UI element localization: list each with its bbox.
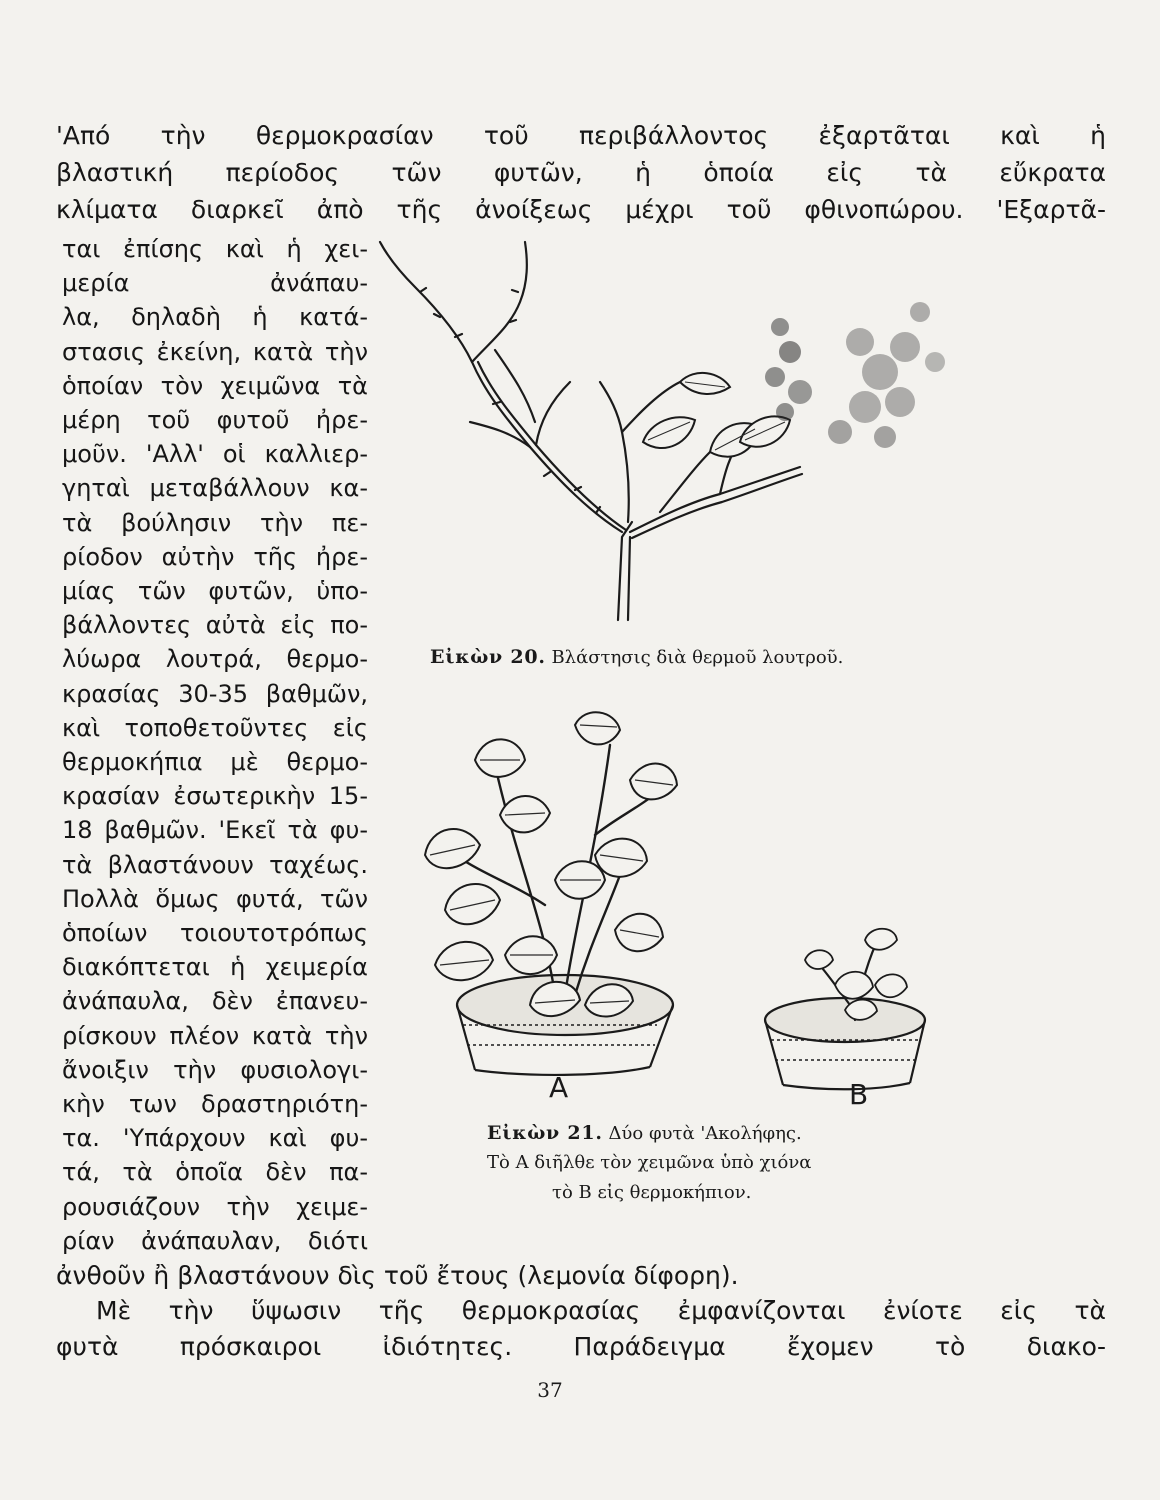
text-line: μέρη τοῦ φυτοῦ ἠρε- [62,406,368,434]
text-line: στασις ἐκείνη, κατὰ τὴν [62,337,368,366]
text-line: Μὲ τὴν ὕψωσιν τῆς θερμοκρασίας ἐμφανίζονται ἐνίοτε εἰς τὰ [96,1296,1106,1325]
text-line: ρίαν ἀνάπαυλαν, διότι [62,1226,368,1255]
text-line: μίας τῶν φυτῶν, ὑπο- [62,577,368,605]
text-line: μοῦν. 'Αλλ' οἱ καλλιερ- [62,440,368,469]
text-line: λύωρα λουτρά, θερμο- [62,645,368,674]
text-line: τά, τὰ ὁποῖα δὲν πα- [62,1158,368,1187]
figure-20-label: Εἰκὼν 20. [430,646,546,668]
figure-21-text-line3: τὸ Β εἰς θερμοκήπιον. [552,1182,752,1203]
text-line: 18 βαθμῶν. 'Εκεῖ τὰ φυ- [62,816,368,845]
figure-21-caption-line1 [487,1120,802,1147]
page-number: 37 [537,1378,563,1402]
text-line: τὰ βλαστάνουν ταχέως. [62,850,368,879]
text-line: καὶ τοποθετοῦντες εἰς [62,713,368,742]
figure-20-caption [430,644,843,671]
text-line: θερμοκήπια μὲ θερμο- [62,748,368,776]
text-line: ρίοδον αὐτὴν τῆς ἠρε- [62,542,368,571]
text-line: ρουσιάζουν τὴν χειμε- [62,1192,368,1221]
text-line: τὰ βούλησιν τὴν πε- [62,508,368,537]
figure-21-text-line2: Τὸ Α διῆλθε τὸν χειμῶνα ὑπὸ χιόνα [487,1152,812,1173]
text-line: βάλλοντες αὐτὰ εἰς πο- [62,611,368,640]
lilac-branch-drawing [360,232,960,632]
text-line: μερία ἀνάπαυ- [62,269,368,298]
text-line: διακόπτεται ἡ χειμερία [62,953,368,982]
figure-21-marker-b: B [849,1078,869,1111]
text-line: γηταὶ μεταβάλλουν κα- [62,474,368,503]
figure-21-label: Εἰκὼν 21. [487,1122,603,1144]
text-line: Πολλὰ ὅμως φυτά, τῶν [62,884,368,913]
text-line: ἀνθοῦν ἢ βλαστάνουν δὶς τοῦ ἔτους (λεμονία δίφορη). [56,1261,739,1290]
text-line: λα, δηλαδὴ ἡ κατά- [62,303,368,332]
text-line: ὁποίαν τὸν χειμῶνα τὰ [62,371,368,400]
figure-21-illustration [405,705,965,1105]
text-line: ἀνάπαυλα, δὲν ἐπανευ- [62,987,368,1016]
text-line: κὴν των δραστηριότη- [62,1090,368,1118]
text-line: κλίματα διαρκεῖ ἀπὸ τῆς ἀνοίξεως μέχρι τοῦ φθινοπώρου. 'Εξαρτᾶ- [56,195,1106,224]
figure-20-text: Βλάστησις διὰ θερμοῦ λουτροῦ. [551,647,844,668]
text-line: ται ἐπίσης καὶ ἡ χει- [62,235,368,263]
text-line: κρασίαν ἐσωτερικὴν 15- [62,782,368,811]
text-line: ρίσκουν πλέον κατὰ τὴν [62,1021,368,1050]
figure-20-illustration [360,232,960,632]
text-line: κρασίας 30-35 βαθμῶν, [62,679,368,708]
potted-plants-drawing [405,705,965,1105]
text-line: ὁποίων τοιουτοτρόπως [62,919,368,947]
figure-21-text-line1: Δύο φυτὰ 'Ακολήφης. [608,1123,802,1144]
text-line: 'Από τὴν θερμοκρασίαν τοῦ περιβάλλοντος ἐξαρτᾶται καὶ ἡ [56,121,1106,150]
text-line: ἄνοιξιν τὴν φυσιολογι- [62,1055,368,1084]
figure-21-marker-a: A [549,1071,569,1104]
text-line: φυτὰ πρόσκαιροι ἰδιότητες. Παράδειγμα ἔχομεν τὸ διακο- [56,1332,1106,1361]
text-line: βλαστική περίοδος τῶν φυτῶν, ἡ ὁποία εἰς τὰ εὔκρατα [56,158,1106,187]
text-line: τα. 'Υπάρχουν καὶ φυ- [62,1124,368,1153]
